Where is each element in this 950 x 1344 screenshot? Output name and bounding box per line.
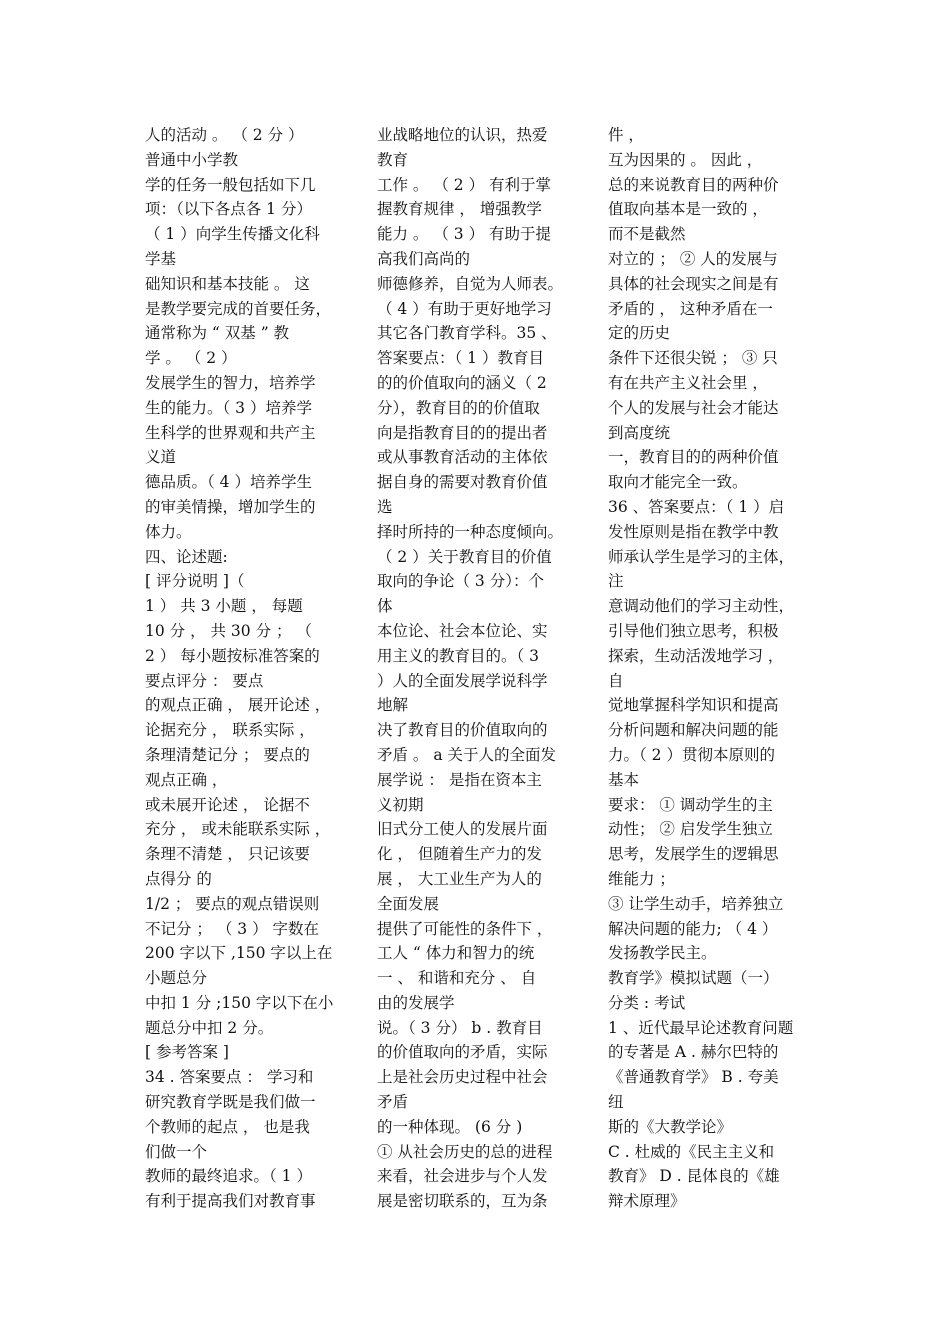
text-line: 个教师的起点 ， 也是我 — [145, 1117, 310, 1136]
text-line: 的的价值取向的涵义（ 2 — [377, 373, 547, 392]
text-line: 其它各门教育学科。35 、 — [377, 324, 557, 343]
text-line: 的价值取向的矛盾，实际 — [377, 1043, 548, 1062]
text-line: 提供了可能性的条件下 ， — [377, 919, 553, 938]
text-line: 答案要点：（ 1 ）教育目 — [377, 349, 544, 368]
text-line: 化 ， 但随着生产力的发 — [377, 845, 542, 864]
text-line: 能力 。 （ 3 ） 有助于提 — [377, 225, 551, 244]
text-line: 教育学》模拟试题（一） — [608, 969, 779, 988]
text-line: 的一种体现。 (6 分 ) — [377, 1117, 523, 1136]
text-line: 个人的发展与社会才能达 — [608, 398, 779, 417]
text-line: 全面发展 — [377, 894, 440, 913]
text-line: 取向才能完全一致。 — [608, 473, 748, 492]
text-line: 学的任务一般包括如下几 — [145, 175, 316, 194]
text-line: 纽 — [608, 1093, 624, 1112]
text-line: ① 从社会历史的总的进程 — [377, 1142, 553, 1161]
text-line: 们做一个 — [145, 1142, 208, 1161]
text-line: 中扣 1 分 ;150 字以下在小 — [145, 993, 334, 1012]
text-line: 矛盾 。 a 关于人的全面发 — [377, 745, 557, 764]
text-line: 思考，发展学生的逻辑思 — [608, 845, 779, 864]
text-line: 发展学生的智力，培养学 — [145, 373, 316, 392]
text-line: 上是社会历史过程中社会 — [377, 1068, 548, 1087]
text-line: 向是指教育目的的提出者 — [377, 423, 548, 442]
text-line: 而不是截然 — [608, 225, 686, 244]
text-line: 2 ） 每小题按标准答案的 — [145, 646, 320, 665]
text-line: 通常称为 “ 双基 ” 教 — [145, 324, 290, 343]
text-line: 分），教育目的的价值取 — [377, 398, 540, 417]
text-line: 注 — [608, 572, 624, 591]
text-line: 的专著是 A . 赫尔巴特的 — [608, 1043, 779, 1062]
text-line: 10 分 ， 共 30 分 ； （ — [145, 621, 312, 640]
text-line: 由的发展学 — [377, 993, 455, 1012]
text-line: 点得分 的 — [145, 869, 212, 888]
text-line: 自 — [608, 671, 624, 690]
text-line: 项：（以下各点各 1 分） — [145, 200, 312, 219]
text-line: 教师的最终追求。（ 1 ） — [145, 1167, 312, 1186]
text-line: 总的来说教育目的两种价 — [608, 175, 779, 194]
text-line: 具体的社会现实之间是有 — [608, 274, 779, 293]
text-line: 解决问题的能力; （ 4 ） — [608, 919, 778, 938]
text-line: （ 1 ）向学生传播文化科 — [145, 225, 320, 244]
text-line: 互为因果的 。 因此 ， — [608, 150, 763, 169]
text-line: 义初期 — [377, 795, 424, 814]
text-line: 矛盾的 ， 这种矛盾在一 — [608, 299, 773, 318]
text-line: 工人 “ 体力和智力的统 — [377, 944, 535, 963]
text-line: 说。（ 3 分） b . 教育目 — [377, 1018, 543, 1037]
text-line: 或从事教育活动的主体依 — [377, 448, 548, 467]
text-line: 观点正确 ， — [145, 770, 228, 789]
text-line: 体 — [377, 597, 393, 616]
text-line: 小题总分 — [145, 969, 208, 988]
text-line: 高我们高尚的 — [377, 249, 471, 268]
text-column-2 — [377, 123, 587, 1214]
text-line: 决了教育目的价值取向的 — [377, 721, 548, 740]
text-line: [ 评分说明 ]（ — [145, 572, 245, 591]
text-line: 握教育规律 ， 增强教学 — [377, 200, 542, 219]
text-line: 《普通教育学》 B . 夸美 — [608, 1068, 779, 1087]
text-line: 师承认学生是学习的主体， — [608, 547, 795, 566]
text-line: 1 ） 共 3 小题 ， 每题 — [145, 597, 303, 616]
text-line: 到高度统 — [608, 423, 671, 442]
text-line: 研究教育学既是我们做一 — [145, 1093, 316, 1112]
text-line: 学基 — [145, 249, 177, 268]
text-line: [ 参考答案 ] — [145, 1043, 229, 1062]
text-line: 对立的 ； ② 人的发展与 — [608, 249, 778, 268]
text-line: 师德修养，自觉为人师表。 — [377, 274, 564, 293]
text-line: 发性原则是指在教学中教 — [608, 522, 779, 541]
text-line: 人的活动 。 （ 2 分 ） — [145, 126, 304, 144]
text-line: 选 — [377, 497, 393, 516]
text-line: C . 杜威的《民主主义和 — [608, 1142, 775, 1161]
text-line: 发扬教学民主。 — [608, 944, 717, 963]
text-line: 维能力 ； — [608, 869, 675, 888]
text-line: 要点评分 ： 要点 — [145, 671, 264, 690]
text-line: 斯的《大教学论》 — [608, 1117, 733, 1136]
text-line: 择时所持的一种态度倾向。 — [377, 522, 564, 541]
text-line: 础知识和基本技能 。 这 — [145, 274, 310, 293]
text-line: ③ 让学生动手，培养独立 — [608, 894, 784, 913]
text-line: 论据充分 ， 联系实际 ， — [145, 721, 315, 740]
text-line: 200 字以下 ,150 字以上在 — [145, 944, 333, 963]
text-line: 分类 : 考试 — [608, 993, 686, 1012]
text-line: 有在共产主义社会里 ， — [608, 373, 768, 392]
text-line: 一 、 和谐和充分 、 自 — [377, 969, 537, 988]
text-line: 一，教育目的的两种价值 — [608, 448, 779, 467]
text-line: 充分 ， 或未能联系实际 ， — [145, 820, 331, 839]
text-line: 分析问题和解决问题的能 — [608, 721, 779, 740]
text-line: 业战略地位的认识，热爱 — [377, 126, 548, 144]
text-line: 用主义的教育目的。（ 3 — [377, 646, 540, 665]
text-column-1 — [145, 123, 355, 1214]
text-line: 学 。 （ 2 ） — [145, 349, 237, 368]
text-line: 展学说 ： 是指在资本主 — [377, 770, 542, 789]
text-line: 教育 — [377, 150, 409, 169]
text-line: 展是密切联系的，互为条 — [377, 1192, 548, 1211]
text-line: 教育》 D . 昆体良的《雄 — [608, 1167, 780, 1186]
text-line: 动性； ② 启发学生独立 — [608, 820, 773, 839]
text-line: 德品质。（ 4 ）培养学生 — [145, 473, 312, 492]
text-line: 意调动他们的学习主动性， — [608, 597, 795, 616]
text-line: （ 4 ）有助于更好地学习 — [377, 299, 552, 318]
text-line: 义道 — [145, 448, 177, 467]
text-line: 辩术原理》 — [608, 1192, 686, 1211]
text-line: 展 ， 大工业生产为人的 — [377, 869, 542, 888]
text-line: 是教学要完成的首要任务， — [145, 299, 332, 318]
text-line: 地解 — [377, 696, 409, 715]
text-line: 本位论、社会本位论、实 — [377, 621, 548, 640]
text-line: 体力。 — [145, 522, 192, 541]
text-line: 的审美情操，增加学生的 — [145, 497, 316, 516]
text-line: ）人的全面发展学说科学 — [377, 671, 548, 690]
text-column-3 — [608, 123, 818, 1214]
text-line: 工作 。 （ 2 ） 有利于掌 — [377, 175, 551, 194]
text-line: 来看，社会进步与个人发 — [377, 1167, 548, 1186]
text-line: 36 、答案要点：（ 1 ）启 — [608, 497, 785, 516]
text-line: 有利于提高我们对教育事 — [145, 1192, 316, 1211]
text-line: 要求： ① 调动学生的主 — [608, 795, 773, 814]
text-line: 普通中小学教 — [145, 150, 239, 169]
text-line: （ 2 ）关于教育目的价值 — [377, 547, 552, 566]
text-line: 34 . 答案要点 ： 学习和 — [145, 1068, 314, 1087]
text-line: 旧式分工使人的发展片面 — [377, 820, 548, 839]
text-line: 条理清楚记分 ； 要点的 — [145, 745, 310, 764]
text-line: 1 、近代最早论述教育问题 — [608, 1018, 794, 1037]
text-line: 不记分 ； （ 3 ） 字数在 — [145, 919, 319, 938]
text-line: 取向的争论（ 3 分）：个 — [377, 572, 544, 591]
text-line: 生科学的世界观和共产主 — [145, 423, 316, 442]
text-line: 条理不清楚 ， 只记该要 — [145, 845, 310, 864]
text-line: 据自身的需要对教育价值 — [377, 473, 548, 492]
text-line: 值取向基本是一致的 ， — [608, 200, 768, 219]
text-line: 定的历史 — [608, 324, 671, 343]
text-line: 的观点正确 ， 展开论述 ， — [145, 696, 331, 715]
text-line: 基本 — [608, 770, 640, 789]
text-line: 四、论述题: — [145, 547, 228, 566]
text-line: 1/2 ； 要点的观点错误则 — [145, 894, 320, 913]
text-line: 引导他们独立思考，积极 — [608, 621, 779, 640]
text-line: 探索，生动活泼地学习 ， — [608, 646, 784, 665]
text-line: 件 ， — [608, 126, 644, 144]
text-line: 条件下还很尖锐 ； ③ 只 — [608, 349, 778, 368]
text-line: 觉地掌握科学知识和提高 — [608, 696, 779, 715]
text-line: 生的能力。（ 3 ）培养学 — [145, 398, 312, 417]
text-line: 或未展开论述 ， 论据不 — [145, 795, 310, 814]
text-line: 力。（ 2 ）贯彻本原则的 — [608, 745, 775, 764]
text-line: 矛盾 — [377, 1093, 409, 1112]
text-line: 题总分中扣 2 分。 — [145, 1018, 274, 1037]
